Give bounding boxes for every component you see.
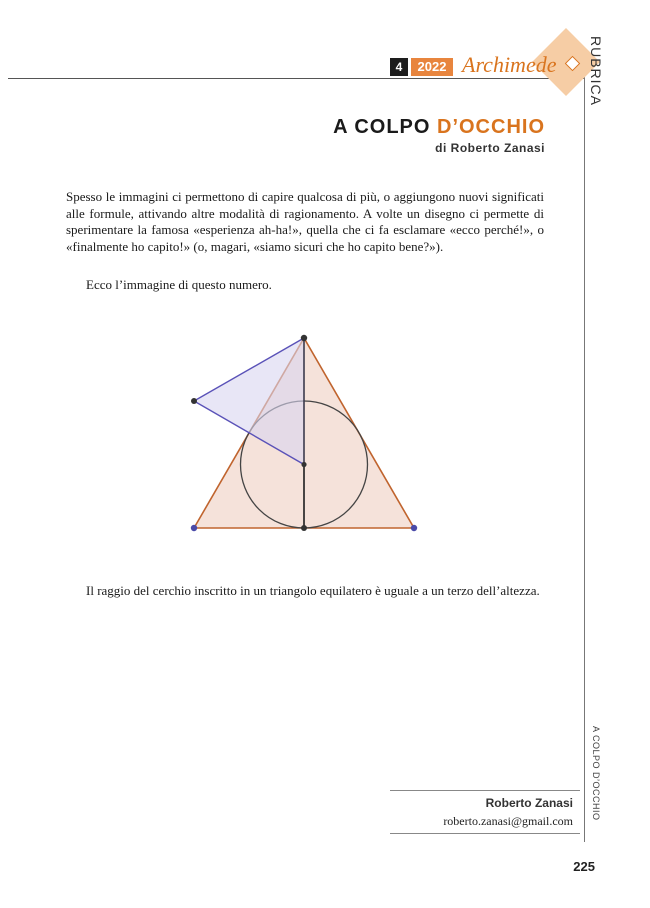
article-title — [200, 116, 545, 138]
side-running-title: A COLPO D’OCCHIO — [591, 726, 601, 821]
vertex-right-point — [411, 525, 417, 531]
paragraph-image-intro: Ecco l’immagine di questo numero. — [86, 277, 272, 292]
geometric-figure — [180, 325, 430, 540]
author-name: Roberto Zanasi — [485, 796, 573, 810]
center-point — [301, 462, 306, 467]
issue-year-badge: 2022 — [411, 58, 453, 76]
side-rule — [584, 62, 585, 842]
author-email-link[interactable]: roberto.zanasi@gmail.com — [443, 814, 573, 828]
author-bottom-rule — [390, 833, 580, 834]
vertex-top-point — [301, 335, 307, 341]
paragraph-conclusion: Il raggio del cerchio inscritto in un triangolo equilatero è uguale a un terzo dell’altezza. — [86, 583, 540, 598]
issue-number-badge: 4 — [390, 58, 408, 76]
magazine-title: Archimede — [462, 52, 557, 77]
vertex-left-point — [191, 525, 197, 531]
article-title-part2: D’OCCHIO — [437, 116, 545, 138]
rotated-vertex-point — [191, 398, 197, 404]
article-title-part1: A COLPO — [333, 116, 431, 138]
article-byline: di Roberto Zanasi — [435, 141, 545, 155]
foot-point — [301, 525, 307, 531]
author-top-rule — [390, 790, 580, 791]
section-label: RUBRICA — [588, 36, 604, 107]
header-rule — [8, 78, 585, 79]
paragraph-intro: Spesso le immagini ci permettono di capire qualcosa di più, o aggiungono nuovi significati alle formule, attivando altre modalità di ragionamento. A volte un disegno ci permette di sperimentare la famosa «esperienza ah-ha!», quella che ci fa esclamare «ecco perché!», o «finalmente ho capito!» (o, magari, «siamo sicuri che ho capito bene?»). — [66, 189, 544, 254]
page-number: 225 — [573, 859, 595, 874]
